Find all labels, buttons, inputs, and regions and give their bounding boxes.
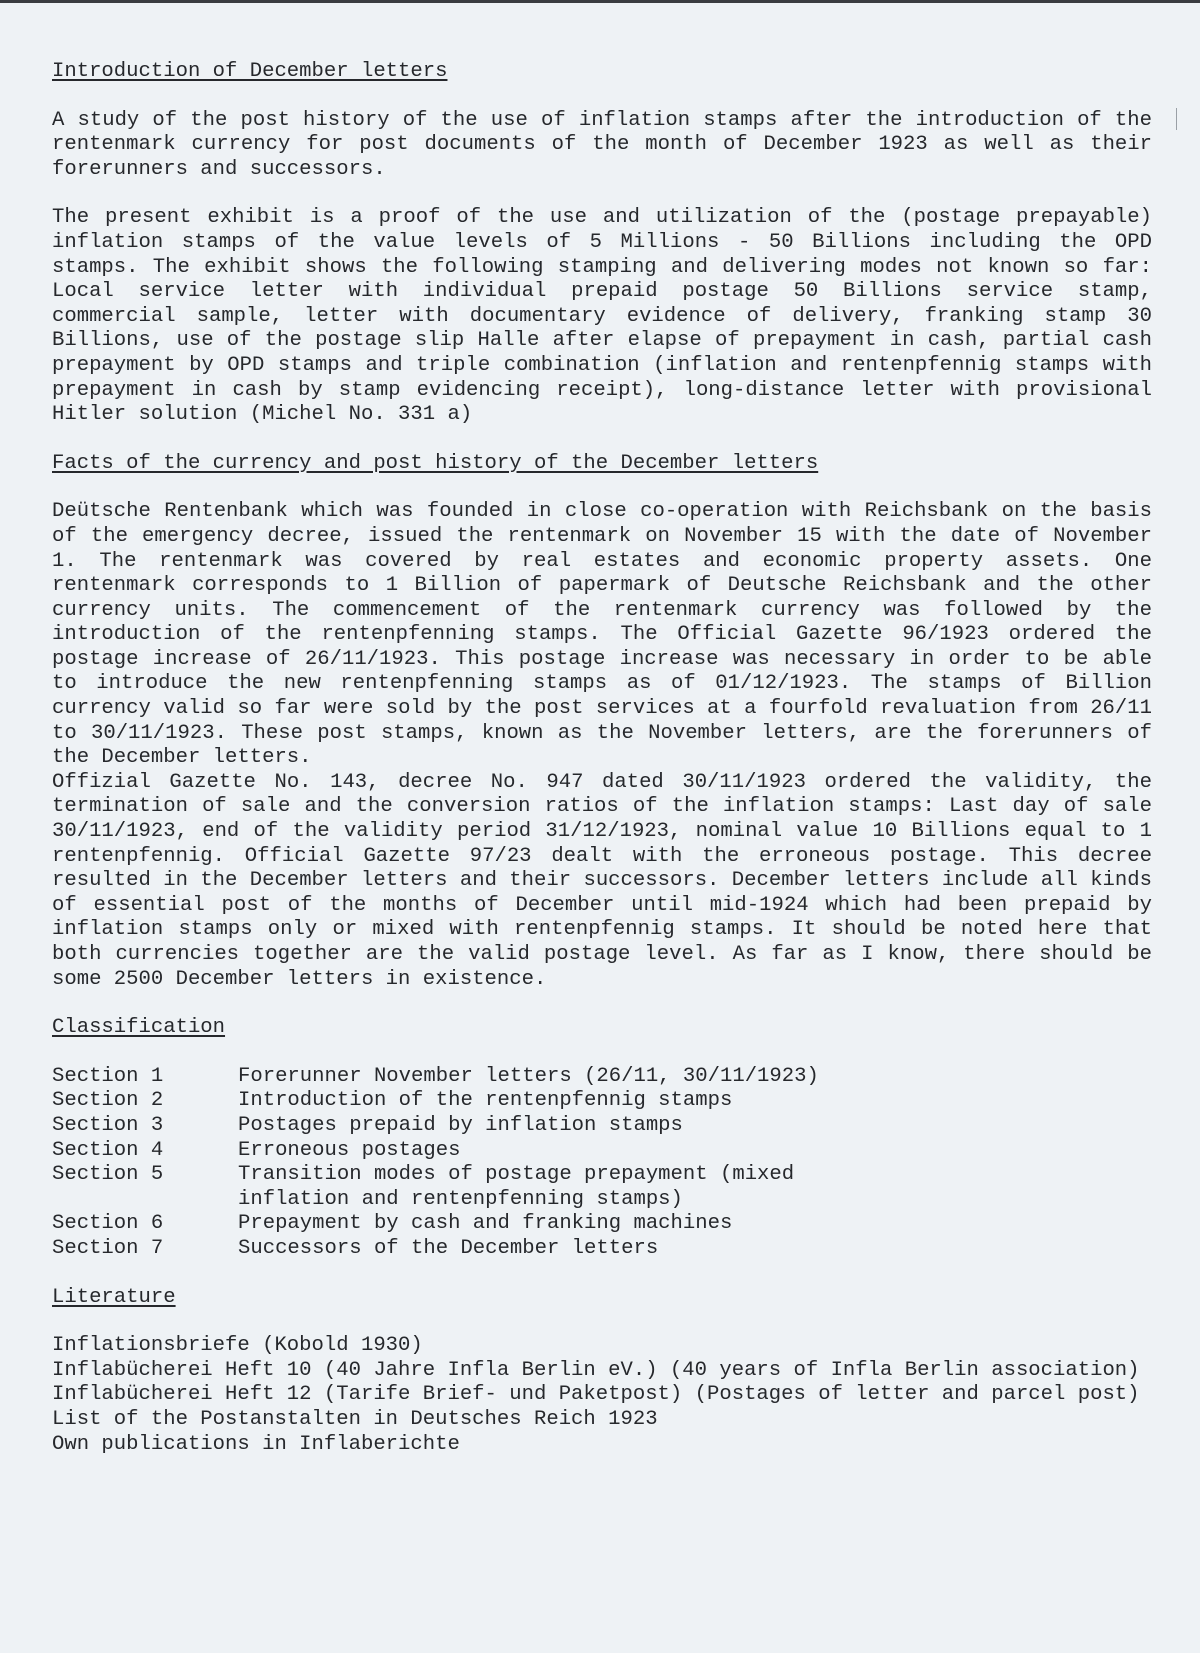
classification-row	[52, 1139, 1152, 1164]
classification-list	[52, 1065, 1152, 1262]
section-title: Introduction of the rentenpfennig stamps	[238, 1089, 733, 1113]
classification-row	[52, 1212, 1152, 1237]
literature-item: Own publications in Inflaberichte	[52, 1432, 460, 1456]
section-number: Section 1	[52, 1064, 164, 1088]
intro-paragraph-2: The present exhibit is a proof of the use and utilization of the (postage prepayable) inflation stamps of the value levels of 5 Millions - 50 Billions including the OPD stamps. The exhibit shows the following stamping and delivering modes not known so far: Local service letter with individual prepaid postage 50 Billions service stamp, commercial sample, letter with documentary evidence of delivery, franking stamp 30 Billions, use of the postage slip Halle after elapse of prepayment in cash, partial cash prepayment by OPD stamps and triple combination (inflation and rentenpfennig stamps with prepayment in cash by stamp evidencing receipt), long-distance letter with provisional Hitler solution (Michel No. 331 a)	[52, 206, 1152, 427]
section-title-continued: inflation and rentenpfenning stamps)	[238, 1187, 683, 1211]
top-border-rule	[0, 0, 1200, 3]
intro-heading: Introduction of December letters	[52, 60, 448, 83]
classification-row	[52, 1114, 1152, 1139]
section-number: Section 6	[52, 1212, 164, 1236]
margin-mark	[1176, 108, 1177, 130]
literature-item: List of the Postanstalten in Deutsches Reich 1923	[52, 1407, 658, 1431]
classification-row-continued	[52, 1188, 1152, 1213]
literature-item: Inflabücherei Heft 12 (Tarife Brief- und Paketpost) (Postages of letter and parcel post)	[52, 1383, 1140, 1407]
literature-list	[52, 1334, 1152, 1457]
facts-paragraph-2: Offizial Gazette No. 143, decree No. 947 dated 30/11/1923 ordered the validity, the termination of sale and the conversion ratios of the inflation stamps: Last day of sale 30/11/1923, end of the validity period 31/12/1923, nominal value 10 Billions equal to 1 rentenpfennig. Official Gazette 97/23 dealt with the erroneous postage. This decree resulted in the December letters and their successors. December letters include all kinds of essential post of the months of December until mid-1924 which had been prepaid by inflation stamps only or mixed with rentenpfennig stamps. It should be noted here that both currencies together are the valid postage level. As far as I know, there should be some 2500 December letters in existence.	[52, 770, 1152, 991]
section-title: Successors of the December letters	[238, 1236, 659, 1260]
classification-row	[52, 1237, 1152, 1262]
section-title: Prepayment by cash and franking machines	[238, 1212, 733, 1236]
section-number: Section 2	[52, 1089, 164, 1113]
facts-paragraph-1: Deütsche Rentenbank which was founded in close co-operation with Reichsbank on the basis of the emergency decree, issued the rentenmark on November 15 with the date of November 1. The rentenmark was covered by real estates and economic property assets. One rentenmark corresponds to 1 Billion of papermark of Deutsche Reichsbank and the other currency units. The commencement of the rentenmark currency was followed by the introduction of the rentenpfenning stamps. The Official Gazette 96/1923 ordered the postage increase of 26/11/1923. This postage increase was necessary in order to be able to introduce the new rentenpfenning stamps as of 01/12/1923. The stamps of Billion currency valid so far were sold by the post services at a fourfold revaluation from 26/11 to 30/11/1923. These post stamps, known as the November letters, are the forerunners of the December letters.	[52, 500, 1152, 770]
document-page	[52, 52, 1152, 1457]
section-title: Postages prepaid by inflation stamps	[238, 1113, 683, 1137]
section-title: Forerunner November letters (26/11, 30/11/1923)	[238, 1064, 819, 1088]
section-title: Erroneous postages	[238, 1138, 461, 1162]
section-title: Transition modes of postage prepayment (mixed	[238, 1163, 795, 1187]
classification-row	[52, 1089, 1152, 1114]
classification-heading: Classification	[52, 1016, 226, 1040]
intro-paragraph-1: A study of the post history of the use of inflation stamps after the introduction of the rentenmark currency for post documents of the month of December 1923 as well as their forerunners and successors.	[52, 108, 1152, 181]
section-number: Section 4	[52, 1138, 164, 1162]
facts-heading: Facts of the currency and post history of the December letters	[52, 451, 819, 475]
section-number: Section 5	[52, 1163, 164, 1187]
section-number-spacer	[52, 1188, 238, 1213]
classification-row	[52, 1163, 1152, 1188]
literature-item: Inflabücherei Heft 10 (40 Jahre Infla Berlin eV.) (40 years of Infla Berlin association)	[52, 1358, 1140, 1382]
literature-heading: Literature	[52, 1285, 176, 1309]
literature-item: Inflationsbriefe (Kobold 1930)	[52, 1334, 423, 1358]
section-number: Section 3	[52, 1113, 164, 1137]
section-number: Section 7	[52, 1236, 164, 1260]
classification-row	[52, 1065, 1152, 1090]
